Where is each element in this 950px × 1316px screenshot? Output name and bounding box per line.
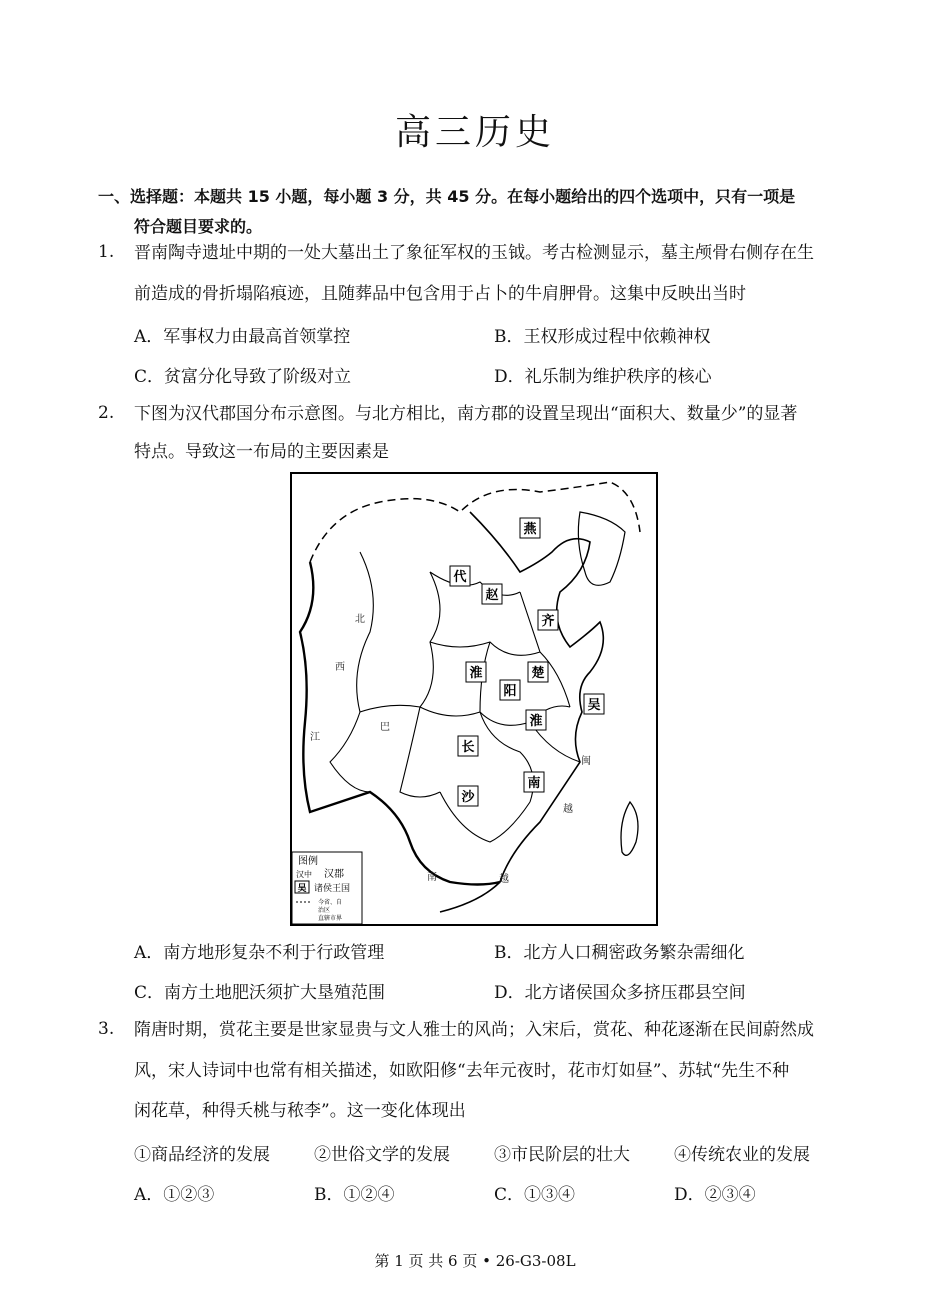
question-1-option-c: C．贫富分化导致了阶级对立 bbox=[134, 367, 352, 387]
svg-text:楚: 楚 bbox=[531, 666, 545, 681]
kingdom-dai bbox=[450, 566, 470, 586]
region-label-nan: 南 bbox=[427, 872, 437, 883]
section-heading-line2: 符合题目要求的。 bbox=[134, 217, 263, 236]
question-1-number: 1. bbox=[98, 242, 115, 262]
question-3-option-d: D．②③④ bbox=[674, 1185, 756, 1205]
question-3-line3: 闲花草，种得夭桃与秾李”。这一变化体现出 bbox=[134, 1101, 466, 1121]
question-1-line1: 晋南陶寺遗址中期的一处大墓出土了象征军权的玉钺。考古检测显示，墓主颅骨右侧存在生 bbox=[134, 243, 814, 263]
question-2-option-d: D．北方诸侯国众多挤压郡县空间 bbox=[494, 983, 746, 1003]
question-3-item-4: ④传统农业的发展 bbox=[674, 1145, 810, 1165]
question-1-option-d: D．礼乐制为维护秩序的核心 bbox=[494, 367, 712, 387]
question-3-item-2: ②世俗文学的发展 bbox=[314, 1145, 450, 1165]
question-2-number: 2. bbox=[98, 403, 115, 423]
kingdom-nan bbox=[524, 772, 544, 792]
question-2-option-b: B．北方人口稠密政务繁杂需细化 bbox=[494, 943, 745, 963]
kingdom-qi bbox=[538, 610, 558, 630]
kingdom-sha bbox=[458, 786, 478, 806]
region-label-bei: 北 bbox=[355, 614, 365, 625]
region-label-yue: 越 bbox=[499, 874, 509, 885]
question-3-option-b: B．①②④ bbox=[314, 1185, 395, 1205]
legend-commandery-label: 汉郡 bbox=[324, 869, 344, 880]
question-3-option-a: A．①②③ bbox=[134, 1185, 215, 1205]
question-3-item-1: ①商品经济的发展 bbox=[134, 1145, 270, 1165]
kingdom-huai bbox=[466, 662, 486, 682]
svg-text:长: 长 bbox=[461, 740, 475, 755]
question-3-option-c: C．①③④ bbox=[494, 1185, 576, 1205]
page-title: 高三历史 bbox=[394, 112, 555, 153]
legend-boundary-label-2: 治区 bbox=[318, 907, 331, 914]
legend-kingdom-sample: 吴 bbox=[297, 884, 307, 894]
svg-text:南: 南 bbox=[527, 776, 541, 791]
kingdom-yang bbox=[500, 680, 520, 700]
svg-text:沙: 沙 bbox=[461, 790, 475, 805]
kingdom-chu bbox=[528, 662, 548, 682]
svg-text:燕: 燕 bbox=[523, 522, 537, 537]
question-2-line1: 下图为汉代郡国分布示意图。与北方相比，南方郡的设置呈现出“面积大、数量少”的显著 bbox=[134, 404, 798, 424]
map-legend bbox=[292, 852, 362, 924]
region-label-xi: 西 bbox=[335, 662, 345, 673]
question-3-number: 3. bbox=[98, 1019, 115, 1039]
svg-text:淮: 淮 bbox=[469, 666, 483, 681]
legend-commandery-sample: 汉中 bbox=[296, 870, 312, 879]
kingdom-wu bbox=[584, 694, 604, 714]
svg-text:代: 代 bbox=[453, 570, 467, 585]
page-footer: 第 1 页 共 6 页 • 26-G3-08L bbox=[374, 1252, 576, 1270]
legend-boundary-label-1: 今省、自 bbox=[318, 899, 343, 906]
svg-text:吴: 吴 bbox=[587, 698, 601, 713]
svg-text:阳: 阳 bbox=[503, 684, 517, 699]
kingdom-zhao bbox=[482, 584, 502, 604]
question-1-line2: 前造成的骨折塌陷痕迹，且随葬品中包含用于占卜的牛肩胛骨。这集中反映出当时 bbox=[134, 284, 746, 304]
kingdom-huainan bbox=[526, 710, 546, 730]
question-1-option-b: B．王权形成过程中依赖神权 bbox=[494, 327, 711, 347]
question-2-option-c: C．南方土地肥沃须扩大垦殖范围 bbox=[134, 983, 386, 1003]
region-label-ba: 巴 bbox=[380, 722, 390, 733]
region-label-yue-east: 越 bbox=[563, 804, 573, 815]
question-2-option-a: A．南方地形复杂不利于行政管理 bbox=[134, 943, 385, 963]
region-label-min: 闽 bbox=[581, 756, 591, 767]
legend-kingdom-label: 诸侯王国 bbox=[314, 884, 351, 894]
svg-text:淮: 淮 bbox=[529, 714, 543, 729]
question-3-line2: 风，宋人诗词中也常有相关描述，如欧阳修“去年元夜时，花市灯如昼”、苏轼“先生不种 bbox=[134, 1061, 790, 1081]
question-2-line2: 特点。导致这一布局的主要因素是 bbox=[134, 442, 389, 462]
question-3-item-3: ③市民阶层的壮大 bbox=[494, 1145, 630, 1165]
han-commandery-map bbox=[290, 472, 658, 926]
question-1-option-a: A．军事权力由最高首领掌控 bbox=[134, 327, 351, 347]
kingdom-yan bbox=[520, 518, 540, 538]
kingdom-chang bbox=[458, 736, 478, 756]
legend-title: 图例 bbox=[298, 856, 318, 867]
svg-text:赵: 赵 bbox=[485, 588, 499, 603]
section-heading-line1: 一、选择题：本题共 15 小题，每小题 3 分，共 45 分。在每小题给出的四个选项中，只有一项是 bbox=[98, 187, 796, 206]
question-3-line1: 隋唐时期，赏花主要是世家显贵与文人雅士的风尚；入宋后，赏花、种花逐渐在民间蔚然成 bbox=[134, 1020, 814, 1040]
region-label-jiang: 江 bbox=[310, 732, 320, 743]
legend-boundary-label-3: 直辖市界 bbox=[318, 915, 343, 922]
svg-text:齐: 齐 bbox=[541, 614, 555, 629]
section-heading bbox=[98, 182, 858, 242]
